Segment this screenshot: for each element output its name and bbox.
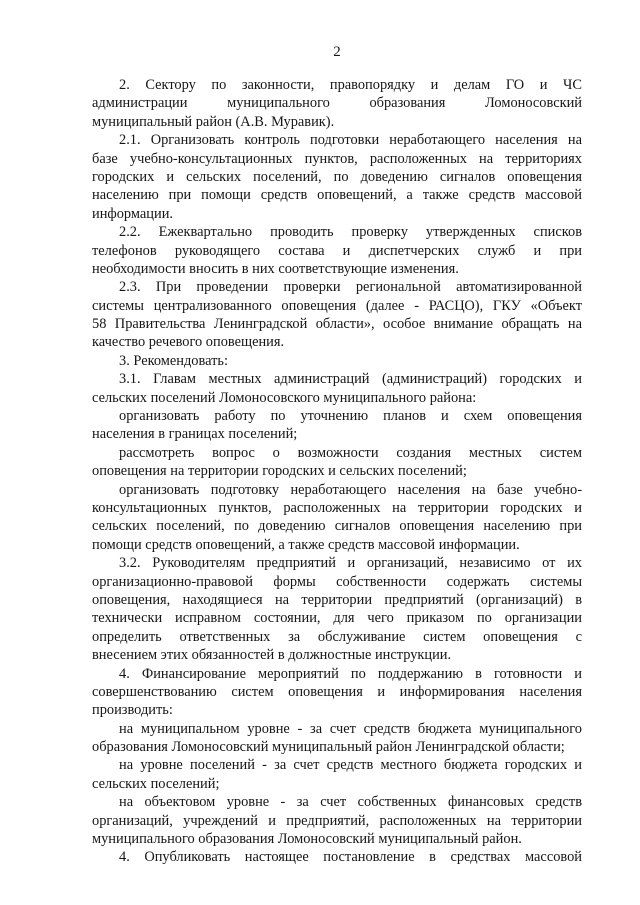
text-line: на муниципальном уровне - за счет средств бюджета муниципального: [119, 720, 582, 737]
text-line: на уровне поселений - за счет средств местного бюджета городских и: [119, 757, 582, 774]
text-line: помощи средств оповещений, а также средств массовой информации.: [92, 536, 520, 553]
page-number: 2: [333, 44, 341, 60]
text-line: 3. Рекомендовать:: [119, 352, 228, 369]
text-line: образования Ломоносовский муниципальный район Ленинградской области;: [92, 739, 565, 756]
paragraph: [92, 756, 582, 793]
text-line: администрации муниципального образования Ломоносовский: [92, 95, 582, 112]
paragraph: [92, 278, 582, 352]
text-line: оповещения на территории городских и сельских поселений;: [92, 463, 467, 480]
text-line: на объектовом уровне - за счет собственных финансовых средств: [119, 794, 582, 811]
paragraph: [92, 444, 582, 481]
text-line: населения в границах поселений;: [92, 426, 298, 443]
paragraph: [92, 720, 582, 757]
text-line: качество речевого оповещения.: [92, 334, 285, 351]
text-line: 2. Сектору по законности, правопорядку и делам ГО и ЧС: [119, 77, 582, 93]
text-line: оповещения, находящиеся на территории предприятий (организаций) в: [92, 591, 582, 608]
text-line: 4. Опубликовать настоящее постановление в средствах массовой: [119, 849, 582, 866]
text-line: 2.3. При проведении проверки региональной автоматизированной: [119, 279, 582, 296]
text-line: организовать работу по уточнению планов и схем оповещения: [119, 408, 582, 425]
text-line: 2.2. Ежеквартально проводить проверку утвержденных списков: [119, 224, 582, 241]
text-line: базе учебно-консультационных пунктов, расположенных на территориях: [92, 150, 582, 167]
text-line: внесением этих обязанностей в должностные инструкции.: [92, 647, 452, 664]
text-line: совершенствованию систем оповещения и информирования населения: [92, 683, 582, 700]
text-line: организовать подготовку неработающего населения на базе учебно-: [119, 481, 582, 498]
text-line: 4. Финансирование мероприятий по поддержанию в готовности и: [119, 665, 582, 682]
text-line: рассмотреть вопрос о возможности создания местных систем: [119, 444, 582, 461]
paragraph: [92, 76, 582, 131]
text-line: системы централизованного оповещения (далее - РАСЦО), ГКУ «Объект: [92, 297, 582, 314]
paragraph: [92, 793, 582, 848]
text-line: 2.1. Организовать контроль подготовки неработающего населения на: [119, 132, 582, 149]
paragraph: [92, 848, 582, 866]
paragraph: [92, 223, 582, 278]
paragraph: [92, 407, 582, 444]
text-line: сельских поселений, по доведению сигналов оповещения населению при: [92, 518, 582, 535]
text-line: информации.: [92, 205, 173, 222]
text-line: муниципального образования Ломоносовский муниципальный район.: [92, 831, 522, 848]
text-line: 3.1. Главам местных администраций (администраций) городских и: [119, 371, 582, 388]
document-body: [92, 76, 582, 867]
text-line: 58 Правительства Ленинградской области», особое внимание обращать на: [92, 316, 582, 333]
text-line: производить:: [92, 702, 173, 719]
paragraph: [92, 554, 582, 664]
paragraph: [92, 481, 582, 555]
text-line: муниципальный район (А.В. Муравик).: [92, 113, 335, 130]
text-line: организаций, учреждений и предприятий, расположенных на территории: [92, 812, 582, 829]
paragraph: [92, 352, 582, 370]
paragraph: [92, 370, 582, 407]
text-line: сельских поселений;: [92, 775, 220, 792]
text-line: 3.2. Руководителям предприятий и организаций, независимо от их: [119, 555, 582, 572]
text-line: организационно-правовой формы собственности содержать системы: [92, 573, 582, 590]
text-line: сельских поселений Ломоносовского муниципального района:: [92, 389, 477, 406]
text-line: технически исправном состоянии, для чего приказом по организации: [92, 610, 582, 627]
text-line: городских и сельских поселений, по доведению сигналов оповещения: [92, 168, 582, 185]
text-line: населению при помощи средств оповещений, а также средств массовой: [92, 187, 582, 204]
text-line: необходимости вносить в них соответствующие изменения.: [92, 260, 459, 277]
paragraph: [92, 665, 582, 720]
text-line: телефонов руководящего состава и диспетчерских служб и при: [92, 242, 582, 259]
text-line: определить ответственных за обслуживание систем оповещения с: [92, 628, 582, 645]
text-line: консультационных пунктов, расположенных на территории городских и: [92, 499, 582, 516]
paragraph: [92, 131, 582, 223]
